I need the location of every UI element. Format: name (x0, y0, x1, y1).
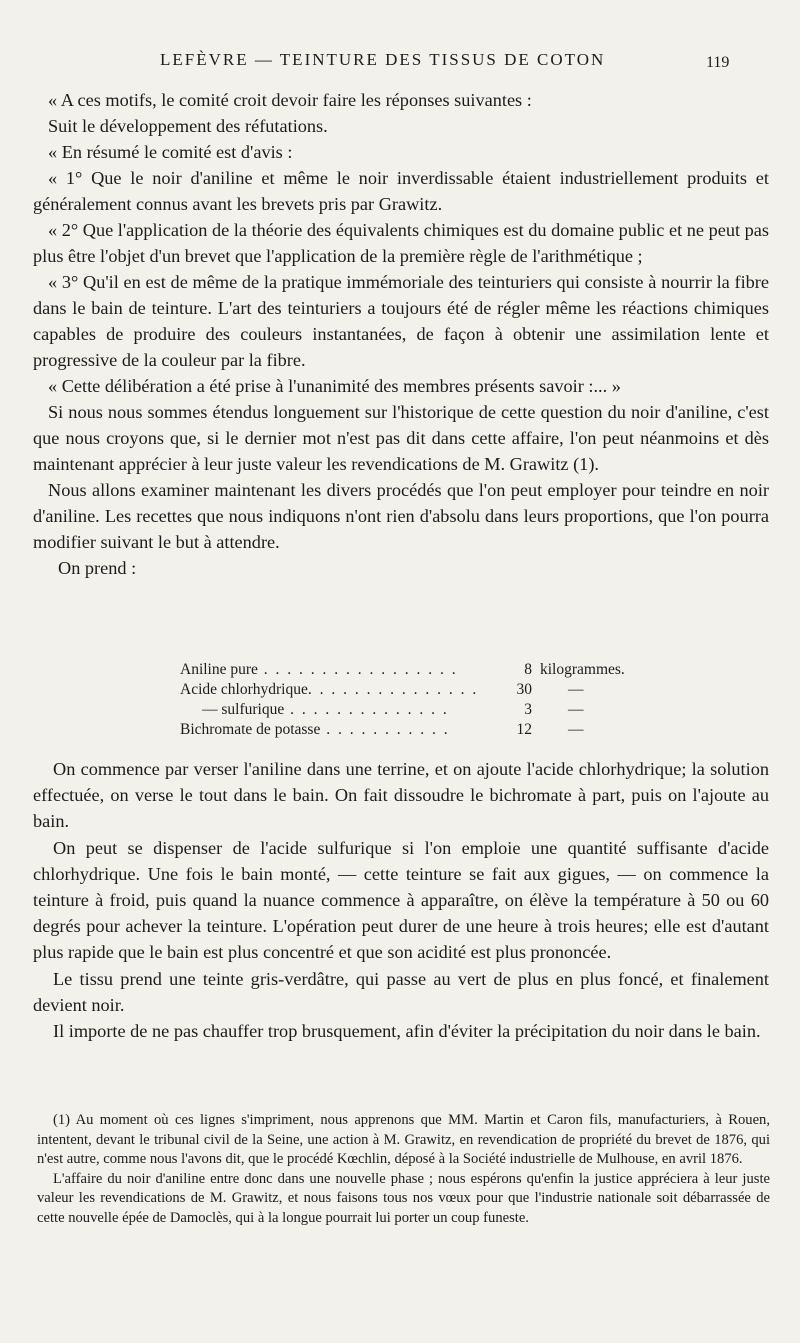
ingredient-qty: 30 (516, 681, 532, 698)
ingredient-name: Bichromate de potasse (180, 721, 321, 738)
paragraph: Il importe de ne pas chauffer trop brusquement, afin d'éviter la précipitation du noir dans le bain. (53, 1021, 761, 1042)
page-number: 119 (706, 54, 730, 71)
recipe-row: Acide chlorhydrique. . . . . . . . . . . . . . . 30 — (180, 680, 728, 700)
recipe-table (180, 660, 728, 740)
ingredient-name: Aniline pure (180, 661, 258, 678)
ingredient-qty: 3 (524, 701, 532, 718)
paragraph: Suit le développement des réfutations. (48, 116, 328, 136)
paragraph: « 2° Que l'application de la théorie des équivalents chimiques est du domaine public et ne peut pas plus être l'objet d'un brevet que l'application de la première règle de l'arithmétique ; (33, 220, 769, 266)
paragraph: On prend : (58, 558, 137, 578)
paragraph: Nous allons examiner maintenant les divers procédés que l'on peut employer pour teindre en noir d'aniline. Les recettes que nous indiquons n'ont rien d'absolu dans leurs proportions, que l'on pourra modifier suivant le but à attendre. (33, 480, 769, 552)
running-title: LEFÈVRE — TEINTURE DES TISSUS DE COTON (160, 50, 606, 69)
footnotes (37, 1111, 770, 1228)
paragraph: « 3° Qu'il en est de même de la pratique immémoriale des teinturiers qui consiste à nourrir la fibre dans le bain de teinture. L'art des teinturiers a toujours été de régler même les réactions chimiques capables de produire des couleurs instantanées, de façon à obtenir une assimilation lente et progressive de la couleur par la fibre. (33, 272, 769, 370)
main-text (33, 87, 769, 581)
ingredient-unit: kilogrammes. (540, 661, 625, 678)
paragraph: Si nous nous sommes étendus longuement sur l'historique de cette question du noir d'aniline, c'est que nous croyons que, si le dernier mot n'est pas dit dans cette affaire, l'on peut néanmoins et dès maintenant apprécier à leur juste valeur les revendications de M. Grawitz (1). (33, 402, 769, 474)
main-text-continued (33, 756, 769, 1044)
paragraph: On commence par verser l'aniline dans une terrine, et on ajoute l'acide chlorhydrique; la solution effectuée, on verse le tout dans le bain. On fait dissoudre le bichromate à part, puis on l'ajoute au bain. (33, 759, 769, 832)
ingredient-name: Acide chlorhydrique (180, 681, 308, 698)
recipe-row: Bichromate de potasse . . . . . . . . . . . 12 — (180, 720, 728, 740)
ingredient-unit: — (568, 721, 584, 738)
ingredient-qty: 12 (516, 721, 532, 738)
ingredient-qty: 8 (524, 661, 532, 678)
paragraph: « En résumé le comité est d'avis : (48, 142, 293, 162)
ingredient-name: — sulfurique (202, 701, 285, 718)
paragraph: « A ces motifs, le comité croit devoir faire les réponses suivantes : (48, 90, 532, 110)
recipe-row: — sulfurique . . . . . . . . . . . . . . 3 — (180, 700, 728, 720)
footnote: L'affaire du noir d'aniline entre donc dans une nouvelle phase ; nous espérons qu'enfin la justice appréciera à leur juste valeur les revendications de M. Grawitz, et nous faisons tous nos vœux pour que l'industrie nationale soit débarrassée de cette nouvelle épée de Damoclès, qui à la longue pourrait lui porter un coup funeste. (37, 1170, 770, 1226)
paragraph: Le tissu prend une teinte gris-verdâtre, qui passe au vert de plus en plus foncé, et finalement devient noir. (33, 968, 769, 1015)
ingredient-unit: — (568, 681, 584, 698)
ingredient-unit: — (568, 701, 584, 718)
footnote: (1) Au moment où ces lignes s'impriment, nous apprenons que MM. Martin et Caron fils, manufacturiers, à Rouen, intentent, devant le tribunal civil de la Seine, une action à M. Grawitz, en revendication de propriété du brevet de 1876, qui n'est autre, comme nous l'avons dit, que le procédé Kœchlin, déposé à la Société industrielle de Mulhouse, en avril 1876. (37, 1112, 770, 1167)
paragraph: « Cette délibération a été prise à l'unanimité des membres présents savoir :... » (48, 376, 621, 396)
paragraph: On peut se dispenser de l'acide sulfurique si l'on emploie une quantité suffisante d'acide chlorhydrique. Une fois le bain monté, — cette teinture se fait aux gigues, — on commence la teinture à froid, puis quand la nuance commence à apparaître, on élève la température à 50 ou 60 degrés pour achever la teinture. L'opération peut durer de une heure à trois heures; elle est d'autant plus rapide que le bain est plus concentré et que son acidité est plus prononcée. (33, 837, 769, 963)
paragraph: « 1° Que le noir d'aniline et même le noir inverdissable étaient industriellement produits et généralement connus avant les brevets pris par Grawitz. (33, 168, 769, 214)
recipe-row: Aniline pure . . . . . . . . . . . . . . . . . 8 kilogrammes. (180, 660, 728, 680)
